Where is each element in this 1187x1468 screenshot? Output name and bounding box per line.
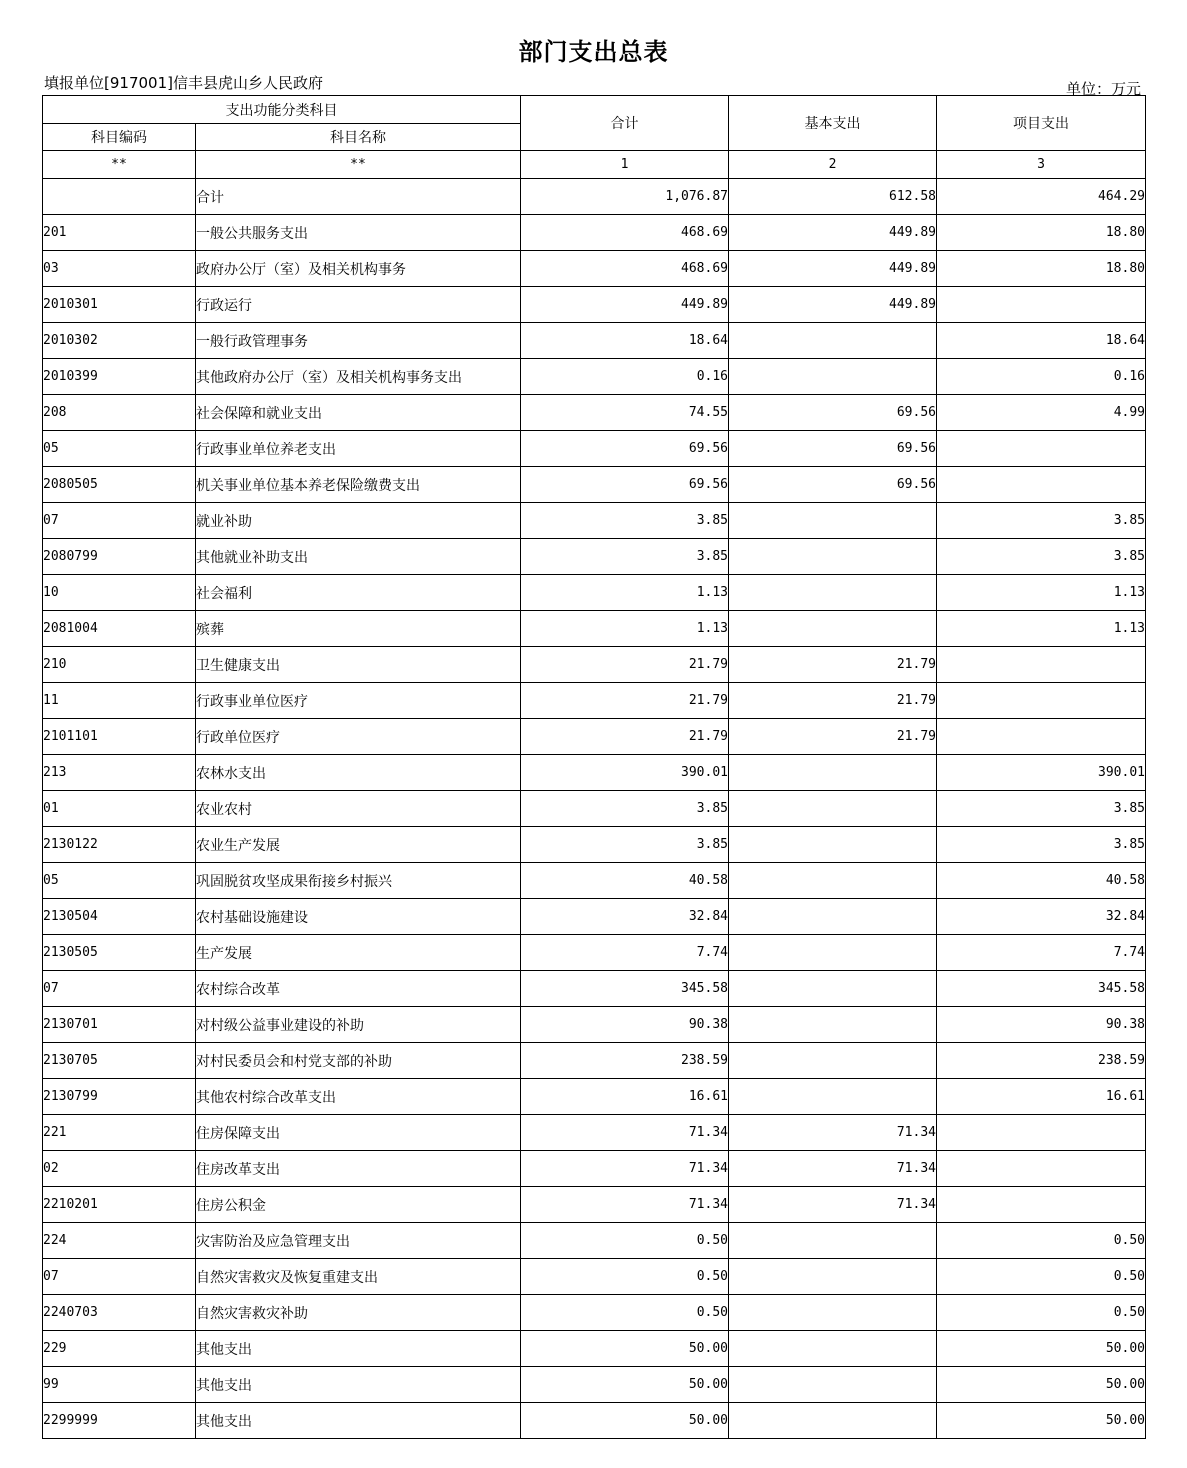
row-project	[937, 1115, 1146, 1151]
row-project: 50.00	[937, 1331, 1146, 1367]
row-name: 其他支出	[196, 1367, 521, 1403]
index-code: **	[43, 151, 196, 179]
row-total: 0.50	[521, 1295, 729, 1331]
row-basic	[729, 863, 937, 899]
row-project: 90.38	[937, 1007, 1146, 1043]
row-name: 住房改革支出	[196, 1151, 521, 1187]
row-total: 71.34	[521, 1115, 729, 1151]
table-row	[43, 683, 1146, 719]
table-row	[43, 1043, 1146, 1079]
row-name: 一般行政管理事务	[196, 323, 521, 359]
row-basic	[729, 755, 937, 791]
row-project	[937, 287, 1146, 323]
row-project: 16.61	[937, 1079, 1146, 1115]
row-total: 1.13	[521, 611, 729, 647]
table-row	[43, 611, 1146, 647]
table-row	[43, 1151, 1146, 1187]
row-name: 合计	[196, 179, 521, 215]
row-name: 农村基础设施建设	[196, 899, 521, 935]
row-basic	[729, 791, 937, 827]
table-row	[43, 1115, 1146, 1151]
row-basic: 612.58	[729, 179, 937, 215]
header-basic: 基本支出	[729, 96, 937, 151]
header-total: 合计	[521, 96, 729, 151]
row-code: 10	[43, 575, 196, 611]
row-name: 卫生健康支出	[196, 647, 521, 683]
row-basic	[729, 1367, 937, 1403]
row-total: 7.74	[521, 935, 729, 971]
row-name: 巩固脱贫攻坚成果衔接乡村振兴	[196, 863, 521, 899]
row-name: 其他农村综合改革支出	[196, 1079, 521, 1115]
row-total: 0.50	[521, 1223, 729, 1259]
row-total: 69.56	[521, 431, 729, 467]
row-name: 其他就业补助支出	[196, 539, 521, 575]
row-project	[937, 431, 1146, 467]
table-row	[43, 1331, 1146, 1367]
filing-unit-label: 填报单位[917001]信丰县虎山乡人民政府	[44, 74, 323, 92]
row-basic: 71.34	[729, 1187, 937, 1223]
page-title: 部门支出总表	[518, 37, 669, 66]
row-basic	[729, 899, 937, 935]
header-project: 项目支出	[937, 96, 1146, 151]
row-total: 71.34	[521, 1187, 729, 1223]
table-row	[43, 863, 1146, 899]
table-row	[43, 1223, 1146, 1259]
row-project: 50.00	[937, 1403, 1146, 1439]
table-row	[43, 755, 1146, 791]
row-basic: 449.89	[729, 215, 937, 251]
row-code: 2010302	[43, 323, 196, 359]
row-name: 政府办公厅（室）及相关机构事务	[196, 251, 521, 287]
row-name: 社会保障和就业支出	[196, 395, 521, 431]
table-row	[43, 899, 1146, 935]
row-total: 90.38	[521, 1007, 729, 1043]
table-row	[43, 179, 1146, 215]
row-total: 0.50	[521, 1259, 729, 1295]
row-project: 3.85	[937, 503, 1146, 539]
row-code: 2080799	[43, 539, 196, 575]
row-code: 07	[43, 1259, 196, 1295]
row-basic: 71.34	[729, 1151, 937, 1187]
table-row	[43, 971, 1146, 1007]
row-basic: 71.34	[729, 1115, 937, 1151]
row-total: 1,076.87	[521, 179, 729, 215]
row-code: 2130701	[43, 1007, 196, 1043]
row-name: 自然灾害救灾补助	[196, 1295, 521, 1331]
row-name: 行政事业单位养老支出	[196, 431, 521, 467]
row-basic: 449.89	[729, 287, 937, 323]
row-code: 07	[43, 503, 196, 539]
row-name: 自然灾害救灾及恢复重建支出	[196, 1259, 521, 1295]
row-total: 3.85	[521, 503, 729, 539]
row-project: 18.80	[937, 251, 1146, 287]
row-total: 18.64	[521, 323, 729, 359]
row-code: 208	[43, 395, 196, 431]
row-code: 2130504	[43, 899, 196, 935]
row-basic	[729, 1403, 937, 1439]
header-code: 科目编码	[43, 124, 196, 151]
row-basic	[729, 971, 937, 1007]
row-basic	[729, 1043, 937, 1079]
row-project: 0.50	[937, 1223, 1146, 1259]
header-function-group: 支出功能分类科目	[43, 96, 521, 124]
row-code: 2080505	[43, 467, 196, 503]
table-row	[43, 1367, 1146, 1403]
table-row	[43, 827, 1146, 863]
row-name: 行政单位医疗	[196, 719, 521, 755]
row-project: 0.16	[937, 359, 1146, 395]
row-name: 生产发展	[196, 935, 521, 971]
row-basic	[729, 359, 937, 395]
table-row	[43, 1259, 1146, 1295]
row-total: 50.00	[521, 1331, 729, 1367]
row-total: 40.58	[521, 863, 729, 899]
row-basic: 449.89	[729, 251, 937, 287]
row-project: 50.00	[937, 1367, 1146, 1403]
table-row	[43, 1079, 1146, 1115]
row-project: 3.85	[937, 539, 1146, 575]
row-project	[937, 683, 1146, 719]
row-code: 07	[43, 971, 196, 1007]
table-row	[43, 575, 1146, 611]
row-project: 3.85	[937, 827, 1146, 863]
table-row	[43, 791, 1146, 827]
row-project: 0.50	[937, 1259, 1146, 1295]
row-code: 2130799	[43, 1079, 196, 1115]
row-total: 21.79	[521, 683, 729, 719]
table-row	[43, 467, 1146, 503]
row-total: 449.89	[521, 287, 729, 323]
row-code: 2299999	[43, 1403, 196, 1439]
row-total: 468.69	[521, 251, 729, 287]
row-basic: 69.56	[729, 395, 937, 431]
table-row	[43, 503, 1146, 539]
row-name: 殡葬	[196, 611, 521, 647]
row-name: 机关事业单位基本养老保险缴费支出	[196, 467, 521, 503]
row-name: 社会福利	[196, 575, 521, 611]
row-name: 对村民委员会和村党支部的补助	[196, 1043, 521, 1079]
row-name: 一般公共服务支出	[196, 215, 521, 251]
row-code: 210	[43, 647, 196, 683]
row-name: 住房公积金	[196, 1187, 521, 1223]
row-project	[937, 1151, 1146, 1187]
row-total: 50.00	[521, 1367, 729, 1403]
row-total: 74.55	[521, 395, 729, 431]
expenditure-table	[42, 95, 1146, 1439]
table-row	[43, 647, 1146, 683]
row-project: 18.80	[937, 215, 1146, 251]
row-basic	[729, 575, 937, 611]
row-basic	[729, 503, 937, 539]
index-total: 1	[521, 151, 729, 179]
row-basic	[729, 611, 937, 647]
currency-unit-label: 单位：万元	[1065, 80, 1141, 98]
row-basic: 21.79	[729, 719, 937, 755]
header-name: 科目名称	[196, 124, 521, 151]
table-row	[43, 1403, 1146, 1439]
table-row	[43, 287, 1146, 323]
row-basic	[729, 323, 937, 359]
table-row	[43, 1007, 1146, 1043]
row-code: 05	[43, 431, 196, 467]
row-name: 其他政府办公厅（室）及相关机构事务支出	[196, 359, 521, 395]
row-basic	[729, 1331, 937, 1367]
row-name: 对村级公益事业建设的补助	[196, 1007, 521, 1043]
row-total: 16.61	[521, 1079, 729, 1115]
row-code: 2130505	[43, 935, 196, 971]
row-basic	[729, 1223, 937, 1259]
row-name: 就业补助	[196, 503, 521, 539]
row-name: 农村综合改革	[196, 971, 521, 1007]
row-name: 灾害防治及应急管理支出	[196, 1223, 521, 1259]
row-basic: 69.56	[729, 467, 937, 503]
row-code: 99	[43, 1367, 196, 1403]
row-project	[937, 719, 1146, 755]
row-code: 229	[43, 1331, 196, 1367]
row-project: 345.58	[937, 971, 1146, 1007]
row-code: 2010399	[43, 359, 196, 395]
row-project: 7.74	[937, 935, 1146, 971]
row-total: 345.58	[521, 971, 729, 1007]
row-total: 3.85	[521, 827, 729, 863]
row-total: 468.69	[521, 215, 729, 251]
table-row	[43, 323, 1146, 359]
row-project: 40.58	[937, 863, 1146, 899]
row-project	[937, 1187, 1146, 1223]
row-code: 01	[43, 791, 196, 827]
table-row	[43, 251, 1146, 287]
row-project: 238.59	[937, 1043, 1146, 1079]
row-total: 1.13	[521, 575, 729, 611]
row-basic	[729, 1079, 937, 1115]
row-name: 农业生产发展	[196, 827, 521, 863]
row-project	[937, 467, 1146, 503]
row-project: 390.01	[937, 755, 1146, 791]
row-name: 农业农村	[196, 791, 521, 827]
table-row	[43, 1187, 1146, 1223]
index-project: 3	[937, 151, 1146, 179]
row-basic: 21.79	[729, 647, 937, 683]
row-code: 2240703	[43, 1295, 196, 1331]
row-code: 2130122	[43, 827, 196, 863]
row-code: 2210201	[43, 1187, 196, 1223]
row-name: 行政事业单位医疗	[196, 683, 521, 719]
row-project: 32.84	[937, 899, 1146, 935]
row-code: 02	[43, 1151, 196, 1187]
row-basic: 69.56	[729, 431, 937, 467]
row-basic	[729, 935, 937, 971]
row-project: 3.85	[937, 791, 1146, 827]
row-code: 2101101	[43, 719, 196, 755]
row-project: 4.99	[937, 395, 1146, 431]
index-name: **	[196, 151, 521, 179]
row-name: 农林水支出	[196, 755, 521, 791]
row-code: 224	[43, 1223, 196, 1259]
row-code: 03	[43, 251, 196, 287]
row-basic: 21.79	[729, 683, 937, 719]
row-code: 11	[43, 683, 196, 719]
table-row	[43, 935, 1146, 971]
row-total: 69.56	[521, 467, 729, 503]
row-project: 0.50	[937, 1295, 1146, 1331]
row-project	[937, 647, 1146, 683]
row-basic	[729, 1259, 937, 1295]
row-basic	[729, 1007, 937, 1043]
row-basic	[729, 539, 937, 575]
row-code: 213	[43, 755, 196, 791]
table-row	[43, 359, 1146, 395]
row-name: 其他支出	[196, 1331, 521, 1367]
row-basic	[729, 1295, 937, 1331]
row-name: 行政运行	[196, 287, 521, 323]
row-project: 464.29	[937, 179, 1146, 215]
row-code: 2130705	[43, 1043, 196, 1079]
row-code	[43, 179, 196, 215]
row-total: 71.34	[521, 1151, 729, 1187]
row-total: 0.16	[521, 359, 729, 395]
row-total: 50.00	[521, 1403, 729, 1439]
row-project: 1.13	[937, 575, 1146, 611]
index-basic: 2	[729, 151, 937, 179]
row-total: 3.85	[521, 791, 729, 827]
table-row	[43, 1295, 1146, 1331]
row-code: 05	[43, 863, 196, 899]
row-total: 32.84	[521, 899, 729, 935]
row-name: 住房保障支出	[196, 1115, 521, 1151]
table-body	[43, 179, 1146, 1439]
row-basic	[729, 827, 937, 863]
row-project: 1.13	[937, 611, 1146, 647]
row-total: 3.85	[521, 539, 729, 575]
table-row	[43, 215, 1146, 251]
table-row	[43, 431, 1146, 467]
row-total: 238.59	[521, 1043, 729, 1079]
row-code: 2010301	[43, 287, 196, 323]
table-row	[43, 395, 1146, 431]
row-total: 21.79	[521, 647, 729, 683]
row-code: 2081004	[43, 611, 196, 647]
row-name: 其他支出	[196, 1403, 521, 1439]
row-project: 18.64	[937, 323, 1146, 359]
table-row	[43, 539, 1146, 575]
table-row	[43, 719, 1146, 755]
row-code: 221	[43, 1115, 196, 1151]
row-total: 21.79	[521, 719, 729, 755]
row-total: 390.01	[521, 755, 729, 791]
row-code: 201	[43, 215, 196, 251]
